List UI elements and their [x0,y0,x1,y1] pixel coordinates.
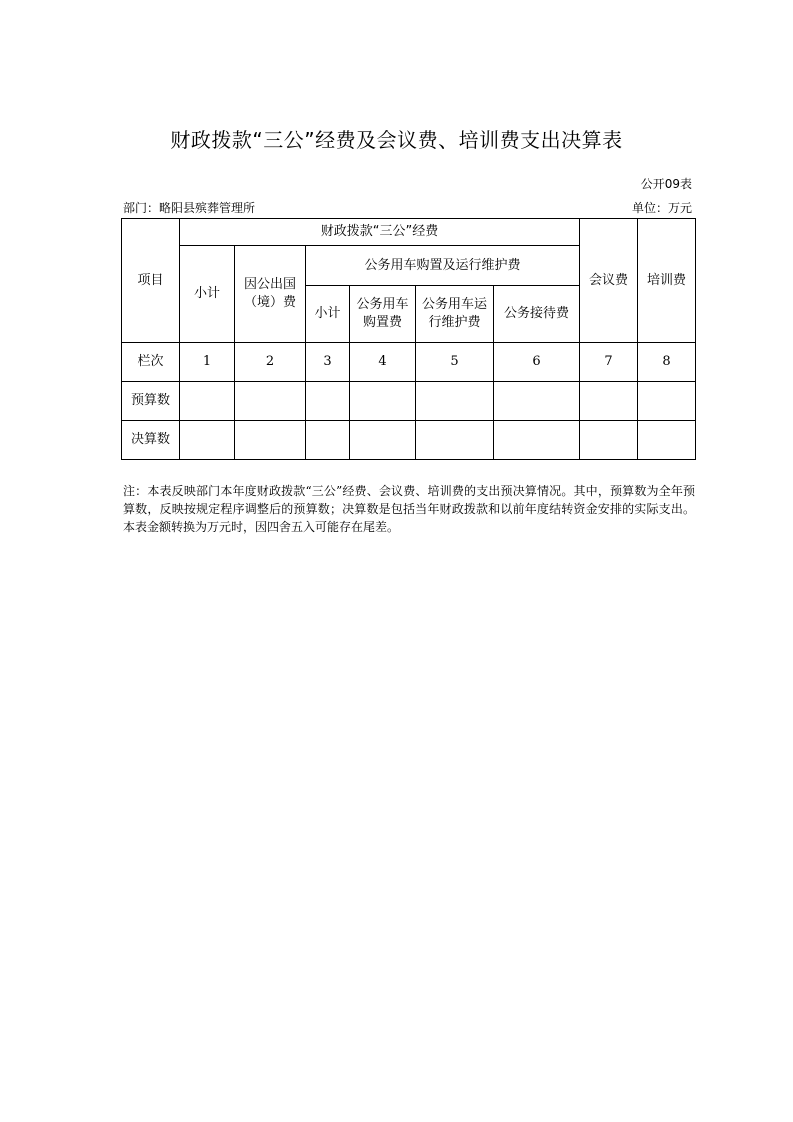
table-cell [235,382,306,421]
header-training: 培训费 [638,219,696,343]
header-three-public: 财政拨款“三公”经费 [180,219,580,246]
table-cell: 4 [350,343,416,382]
header-vehicle-group: 公务用车购置及运行维护费 [306,246,580,286]
table-cell: 3 [306,343,350,382]
form-code: 公开09表 [640,177,692,191]
table-cell: 7 [580,343,638,382]
table-cell [306,421,350,460]
table-cell [350,382,416,421]
header-reception: 公务接待费 [494,286,580,343]
header-vehicle-purchase: 公务用车购置费 [350,286,416,343]
header-subtotal: 小计 [180,246,235,343]
table-cell [416,382,494,421]
page-title: 财政拨款“三公”经费及会议费、培训费支出决算表 [170,128,623,152]
table-row [122,343,696,382]
footnote: 注：本表反映部门本年度财政拨款“三公”经费、会议费、培训费的支出预决算情况。其中，预算数为全年预算数，反映按规定程序调整后的预算数；决算数是包括当年财政拨款和以前年度结转资金安排的实际支出。本表金额转换为万元时，因四舍五入可能存在尾差。 [123,484,695,534]
header-vehicle-subtotal: 小计 [306,286,350,343]
table-cell: 6 [494,343,580,382]
unit-label: 单位：万元 [631,201,692,215]
table-cell [180,382,235,421]
header-overseas: 因公出国（境）费 [235,246,306,343]
row-label: 决算数 [122,421,180,460]
table-cell: 8 [638,343,696,382]
table-cell [306,382,350,421]
table-cell [638,421,696,460]
table-cell [494,382,580,421]
table-cell: 1 [180,343,235,382]
table-cell: 5 [416,343,494,382]
department-label: 部门：略阳县殡葬管理所 [123,201,256,215]
table-cell: 2 [235,343,306,382]
table-row [122,382,696,421]
expense-table [121,218,696,460]
table-cell [638,382,696,421]
table-cell [235,421,306,460]
table-cell [350,421,416,460]
table-cell [416,421,494,460]
header-item: 项目 [122,219,180,343]
table-cell [580,382,638,421]
table-row [122,421,696,460]
header-vehicle-operation: 公务用车运行维护费 [416,286,494,343]
table-cell [180,421,235,460]
header-meeting: 会议费 [580,219,638,343]
table-cell [494,421,580,460]
table-cell [580,421,638,460]
row-label: 预算数 [122,382,180,421]
row-label: 栏次 [122,343,180,382]
